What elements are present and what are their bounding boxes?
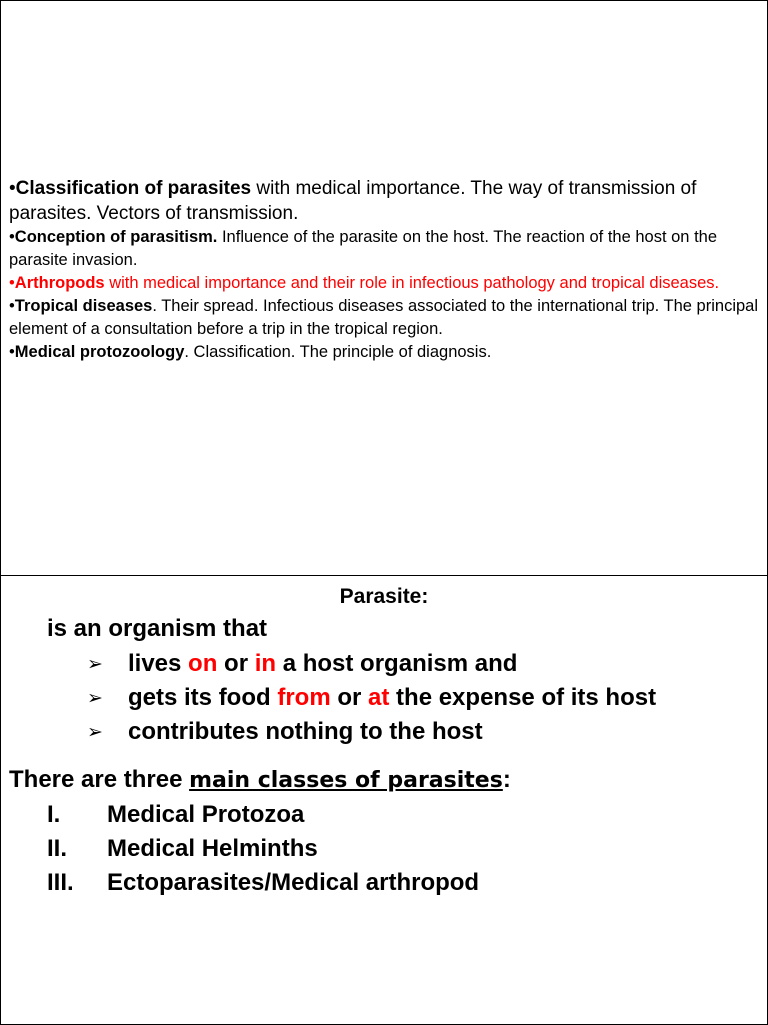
classes-list	[47, 798, 479, 900]
roman-numeral: III.	[47, 869, 74, 896]
bullet: •	[9, 178, 16, 199]
arrow-bullet-icon: ➢	[87, 687, 103, 709]
topic-text: with medical importance. The way of transmission of parasites. Vectors of transmission.	[9, 178, 697, 224]
list-item	[87, 715, 656, 749]
topic-item	[9, 295, 761, 341]
topic-text: Influence of the parasite on the host. The reaction of the host on the parasite invasion.	[9, 228, 718, 269]
list-item-text: contributes nothing to the host	[128, 718, 483, 745]
topic-heading: Conception of parasitism.	[14, 228, 218, 246]
topic-item	[9, 176, 761, 226]
class-name: Ectoparasites/Medical arthropod	[107, 869, 480, 896]
list-item	[87, 681, 656, 715]
topic-item-highlighted	[9, 272, 761, 295]
list-item-text: lives on or in a host organism and	[128, 650, 518, 677]
list-item	[47, 832, 479, 866]
slide-title: Parasite:	[339, 585, 429, 608]
list-item	[47, 798, 479, 832]
class-name: Medical Helminths	[107, 835, 318, 862]
class-name: Medical Protozoa	[107, 801, 305, 828]
list-item	[87, 647, 656, 681]
topic-item	[9, 341, 761, 364]
topic-text: . Classification. The principle of diagnosis.	[184, 343, 492, 361]
list-item-text: gets its food from or at the expense of its host	[128, 684, 657, 711]
topic-heading: Tropical diseases	[14, 297, 153, 315]
list-item	[47, 866, 479, 900]
bullet: •	[9, 274, 15, 292]
topic-list	[9, 176, 761, 364]
topic-text: with medical importance and their role in infectious pathology and tropical diseases.	[104, 274, 720, 292]
topic-heading: Arthropods	[14, 274, 105, 292]
roman-numeral: I.	[47, 801, 61, 828]
classes-heading: There are three main classes of parasites:	[9, 766, 511, 793]
arrow-bullet-icon: ➢	[87, 721, 103, 743]
bullet: •	[9, 228, 15, 246]
bullet: •	[9, 297, 15, 315]
classes-label: main classes of parasites	[189, 768, 503, 793]
definition-intro: is an organism that	[47, 615, 268, 642]
arrow-bullet-icon: ➢	[87, 653, 103, 675]
slide-parasite-definition	[0, 575, 768, 1025]
topic-text: . Their spread. Infectious diseases associated to the international trip. The principal element of a consultation before a trip in the tropical region.	[9, 297, 759, 338]
roman-numeral: II.	[47, 835, 68, 862]
definition-list	[87, 647, 656, 749]
bullet: •	[9, 343, 15, 361]
topic-heading: Medical protozoology	[14, 343, 185, 361]
topic-item	[9, 226, 761, 272]
topic-heading: Classification of parasites	[15, 178, 252, 199]
